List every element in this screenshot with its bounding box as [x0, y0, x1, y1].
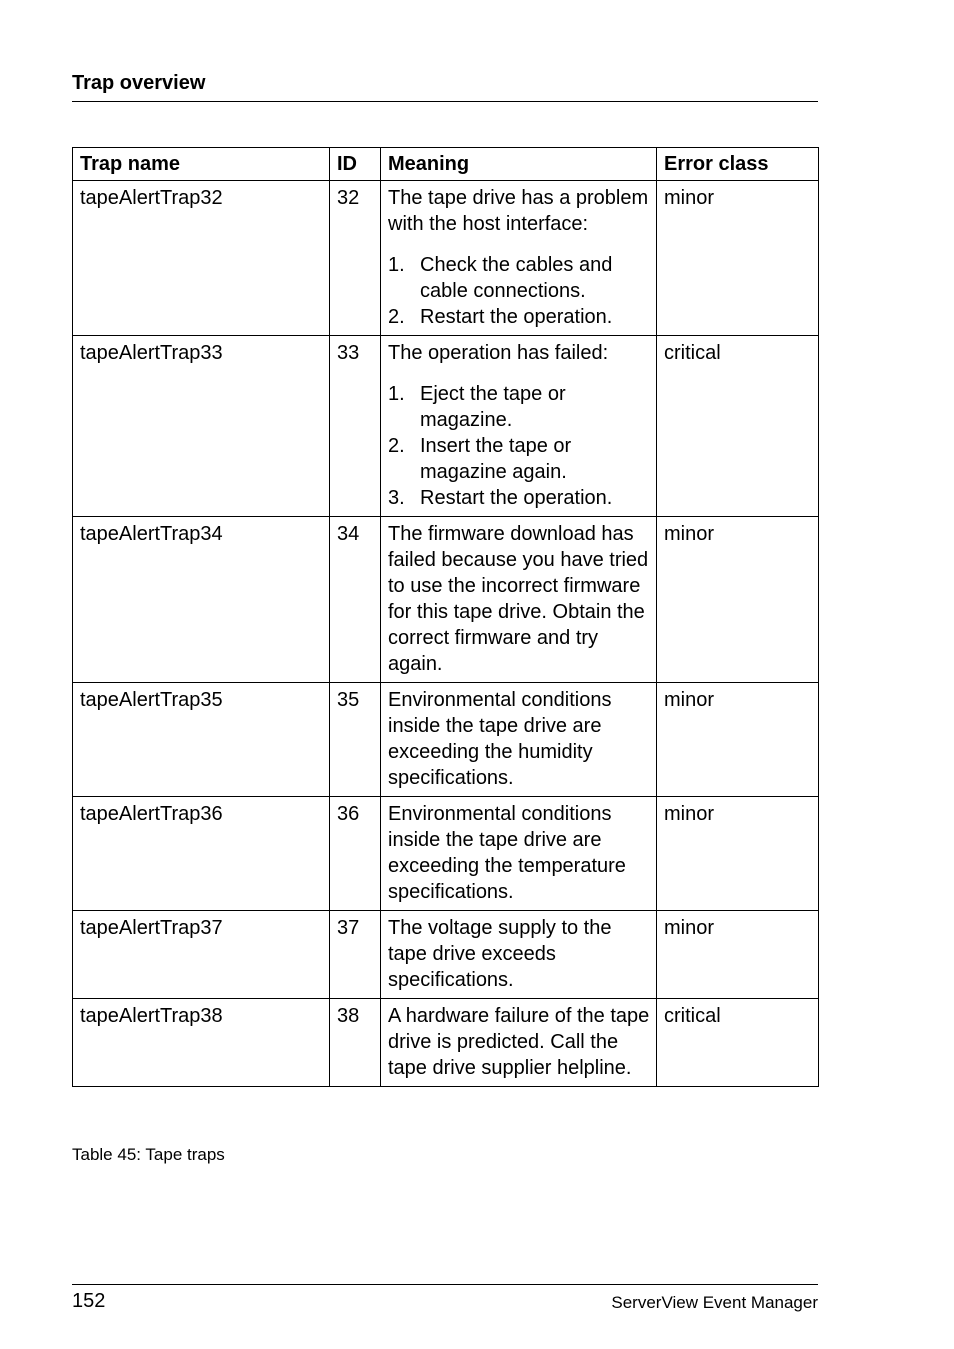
cell-meaning	[381, 911, 657, 999]
section-title: Trap overview	[72, 72, 206, 94]
step-number: 3.	[388, 487, 405, 509]
step-number: 2.	[388, 306, 405, 328]
meaning-text: Environmental conditions inside the tape drive are exceeding the temperature specifications.	[388, 803, 626, 903]
cell-error-class: minor	[657, 181, 819, 336]
list-item	[388, 252, 650, 304]
step-text: Eject the tape or magazine.	[420, 383, 566, 431]
list-item	[388, 433, 650, 485]
trap-table-body	[73, 181, 819, 1087]
cell-trap-name: tapeAlertTrap38	[73, 999, 330, 1087]
cell-trap-name: tapeAlertTrap34	[73, 517, 330, 683]
step-text: Check the cables and cable connections.	[420, 254, 613, 302]
cell-meaning	[381, 797, 657, 911]
cell-id: 34	[330, 517, 381, 683]
cell-trap-name: tapeAlertTrap35	[73, 683, 330, 797]
cell-error-class: minor	[657, 517, 819, 683]
header-trap-name: Trap name	[73, 148, 330, 181]
table-row	[73, 797, 819, 911]
meaning-text: Environmental conditions inside the tape drive are exceeding the humidity specifications.	[388, 689, 612, 789]
step-number: 2.	[388, 435, 405, 457]
cell-id: 38	[330, 999, 381, 1087]
document-name: ServerView Event Manager	[611, 1293, 818, 1312]
table-row	[73, 336, 819, 517]
cell-error-class: critical	[657, 336, 819, 517]
cell-trap-name: tapeAlertTrap37	[73, 911, 330, 999]
cell-id: 33	[330, 336, 381, 517]
table-row	[73, 683, 819, 797]
cell-meaning	[381, 999, 657, 1087]
cell-id: 32	[330, 181, 381, 336]
cell-error-class: minor	[657, 683, 819, 797]
list-item	[388, 381, 650, 433]
meaning-text: The operation has failed:	[388, 342, 609, 364]
meaning-text: A hardware failure of the tape drive is predicted. Call the tape drive supplier helpline.	[388, 1005, 650, 1079]
list-item	[388, 304, 650, 330]
meaning-text: The firmware download has failed because you have tried to use the incorrect firmware for this tape drive. Obtain the correct firmware and try again.	[388, 523, 649, 675]
footer-rule	[72, 1284, 818, 1285]
table-row	[73, 911, 819, 999]
cell-trap-name: tapeAlertTrap33	[73, 336, 330, 517]
cell-meaning	[381, 336, 657, 517]
steps-list	[388, 252, 650, 330]
header-id: ID	[330, 148, 381, 181]
cell-meaning	[381, 517, 657, 683]
cell-trap-name: tapeAlertTrap32	[73, 181, 330, 336]
step-text: Insert the tape or magazine again.	[420, 435, 572, 483]
step-number: 1.	[388, 254, 405, 276]
cell-meaning	[381, 181, 657, 336]
header-error-class: Error class	[657, 148, 819, 181]
page-number: 152	[72, 1290, 106, 1312]
header-meaning: Meaning	[381, 148, 657, 181]
table-header-row	[73, 148, 819, 181]
table-caption: Table 45: Tape traps	[72, 1145, 225, 1164]
cell-meaning	[381, 683, 657, 797]
trap-table	[72, 147, 819, 1087]
steps-list	[388, 381, 650, 511]
cell-trap-name: tapeAlertTrap36	[73, 797, 330, 911]
list-item	[388, 485, 650, 511]
cell-error-class: minor	[657, 911, 819, 999]
cell-error-class: critical	[657, 999, 819, 1087]
step-text: Restart the operation.	[420, 306, 613, 328]
cell-id: 37	[330, 911, 381, 999]
meaning-text: The voltage supply to the tape drive exceeds specifications.	[388, 917, 612, 991]
step-text: Restart the operation.	[420, 487, 613, 509]
meaning-text: The tape drive has a problem with the host interface:	[388, 187, 649, 235]
table-row	[73, 517, 819, 683]
cell-error-class: minor	[657, 797, 819, 911]
step-number: 1.	[388, 383, 405, 405]
table-row	[73, 999, 819, 1087]
table-row	[73, 181, 819, 336]
header-rule	[72, 101, 818, 102]
cell-id: 36	[330, 797, 381, 911]
cell-id: 35	[330, 683, 381, 797]
